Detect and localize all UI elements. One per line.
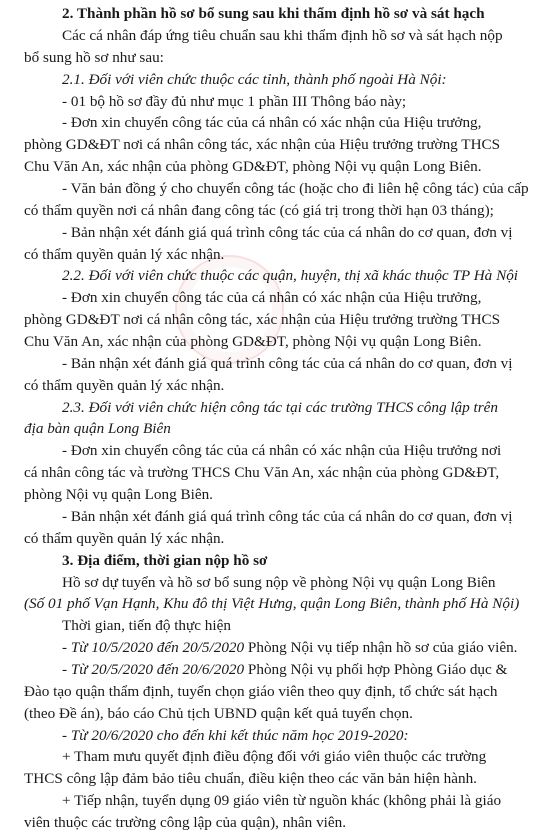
paragraph-line: có thẩm quyền quản lý xác nhận. [24,376,225,394]
list-item-line: - Bản nhận xét đánh giá quá trình công tác của cá nhân do cơ quan, đơn vị [62,354,513,372]
paragraph-line: Chu Văn An, xác nhận của phòng GD&ĐT, phòng Nội vụ quận Long Biên. [24,158,482,176]
paragraph-line: có thẩm quyền quản lý xác nhận. [24,529,225,547]
paragraph-line: Thời gian, tiến độ thực hiện [62,617,231,635]
paragraph-line: cá nhân công tác và trường THCS Chu Văn An, xác nhận của phòng GD&ĐT, [24,464,500,482]
list-item-line: + Tham mưu quyết định điều động đối với giáo viên thuộc các trường [62,748,487,766]
list-item-line: - Văn bản đồng ý cho chuyển công tác (hoặc cho đi liên hệ công tác) của cấp [62,179,529,197]
subheading-2-1: 2.1. Đối với viên chức thuộc các tỉnh, thành phố ngoài Hà Nội: [62,70,447,88]
paragraph-line: phòng Nội vụ quận Long Biên. [24,486,213,503]
heading-section-2: 2. Thành phần hồ sơ bổ sung sau khi thẩm định hồ sơ và sát hạch [62,5,485,22]
paragraph-line: THCS công lập đảm bảo tiêu chuẩn, điều kiện theo các văn bản hiện hành. [24,770,477,788]
paragraph-line: Hồ sơ dự tuyển và hồ sơ bổ sung nộp về phòng Nội vụ quận Long Biên [62,573,496,591]
list-item-line: + Tiếp nhận, tuyển dụng 09 giáo viên từ nguồn khác (không phải là giáo [62,792,502,810]
paragraph-line: Đào tạo quận thẩm định, tuyển chọn giáo viên theo quy định, tổ chức sát hạch [24,682,498,700]
list-item-line: - 01 bộ hồ sơ đầy đủ như mục 1 phần III Thông báo này; [62,92,407,110]
paragraph-line: Các cá nhân đáp ứng tiêu chuẩn sau khi thẩm định hồ sơ và sát hạch nộp [62,26,503,44]
list-item-line: - Bản nhận xét đánh giá quá trình công tác của cá nhân do cơ quan, đơn vị [62,507,513,525]
paragraph-line: bổ sung hồ sơ như sau: [24,48,164,66]
date-range: - Từ 20/5/2020 đến 20/6/2020 [62,660,245,678]
timeline-text: Phòng Nội vụ tiếp nhận hồ sơ của giáo viên. [244,639,518,657]
address-line: (Số 01 phố Vạn Hạnh, Khu đô thị Việt Hưng, quận Long Biên, thành phố Hà Nội) [24,595,520,613]
list-item-line: - Đơn xin chuyển công tác của cá nhân có xác nhận của Hiệu trưởng, [62,114,482,132]
list-item-line: - Đơn xin chuyển công tác của cá nhân có xác nhận của Hiệu trưởng nơi [62,442,502,460]
timeline-item-2 [62,660,507,680]
list-item-line: - Bản nhận xét đánh giá quá trình công tác của cá nhân do cơ quan, đơn vị [62,223,513,241]
paragraph-line: có thẩm quyền quản lý xác nhận. [24,245,225,263]
timeline-item-1 [62,638,517,658]
paragraph-line: phòng GD&ĐT nơi cá nhân công tác, xác nhận của Hiệu trưởng trường THCS [24,136,501,154]
paragraph-line: Chu Văn An, xác nhận của phòng GD&ĐT, phòng Nội vụ quận Long Biên. [24,333,482,350]
subheading-2-3-cont: địa bàn quận Long Biên [24,420,171,438]
paragraph-line: phòng GD&ĐT nơi cá nhân công tác, xác nhận của Hiệu trưởng trường THCS [24,311,501,329]
subheading-2-2: 2.2. Đối với viên chức thuộc các quận, huyện, thị xã khác thuộc TP Hà Nội [62,267,519,285]
date-range: - Từ 10/5/2020 đến 20/5/2020 [62,639,245,657]
paragraph-line: (theo Đề án), báo cáo Chủ tịch UBND quận kết quả tuyển chọn. [24,704,413,722]
timeline-text: Phòng Nội vụ phối hợp Phòng Giáo dục & [244,660,508,678]
subheading-2-3: 2.3. Đối với viên chức hiện công tác tại các trường THCS công lập trên [62,398,499,416]
paragraph-line: viên thuộc các trường công lập của quận), nhân viên. [24,814,347,831]
timeline-item-3: - Từ 20/6/2020 cho đến khi kết thúc năm học 2019-2020: [62,726,409,744]
paragraph-line: có thẩm quyền nơi cá nhân đang công tác (có giá trị trong thời hạn 03 tháng); [24,201,494,219]
heading-section-3: 3. Địa điểm, thời gian nộp hồ sơ [62,551,268,569]
list-item-line: - Đơn xin chuyển công tác của cá nhân có xác nhận của Hiệu trưởng, [62,289,482,307]
